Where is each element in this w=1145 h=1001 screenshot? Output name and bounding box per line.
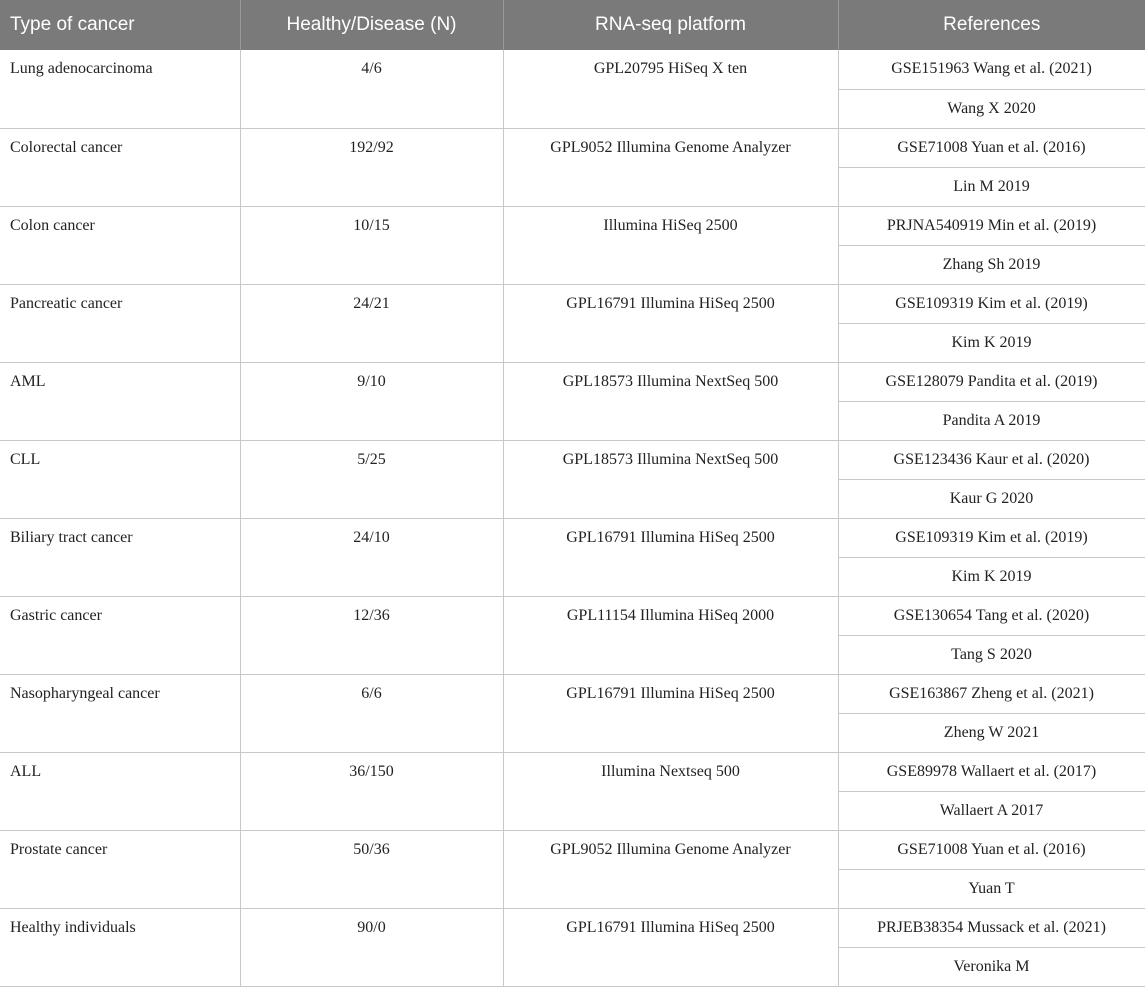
cell-cancer-type: AML	[0, 362, 240, 440]
cell-healthy-disease-count: 9/10	[240, 362, 503, 440]
cell-reference-short: Pandita A 2019	[838, 401, 1145, 440]
cell-reference-short: Zhang Sh 2019	[838, 245, 1145, 284]
cell-reference-short: Lin M 2019	[838, 167, 1145, 206]
cell-reference-dataset: GSE128079 Pandita et al. (2019)	[838, 362, 1145, 401]
table-row	[0, 908, 1145, 947]
cell-cancer-type: Healthy individuals	[0, 908, 240, 986]
cell-cancer-type: Colon cancer	[0, 206, 240, 284]
cell-rna-seq-platform: Illumina HiSeq 2500	[503, 206, 838, 284]
cell-cancer-type: Biliary tract cancer	[0, 518, 240, 596]
cell-healthy-disease-count: 24/21	[240, 284, 503, 362]
cell-healthy-disease-count: 6/6	[240, 674, 503, 752]
cell-cancer-type: Nasopharyngeal cancer	[0, 674, 240, 752]
cell-healthy-disease-count: 12/36	[240, 596, 503, 674]
header-rna-seq-platform: RNA-seq platform	[503, 0, 838, 50]
cell-cancer-type: CLL	[0, 440, 240, 518]
cell-reference-dataset: GSE123436 Kaur et al. (2020)	[838, 440, 1145, 479]
cell-reference-dataset: GSE109319 Kim et al. (2019)	[838, 284, 1145, 323]
cell-cancer-type: Prostate cancer	[0, 830, 240, 908]
cell-healthy-disease-count: 192/92	[240, 128, 503, 206]
cell-rna-seq-platform: GPL9052 Illumina Genome Analyzer	[503, 830, 838, 908]
cell-rna-seq-platform: GPL16791 Illumina HiSeq 2500	[503, 284, 838, 362]
cell-cancer-type: Pancreatic cancer	[0, 284, 240, 362]
cell-cancer-type: ALL	[0, 752, 240, 830]
cell-reference-short: Zheng W 2021	[838, 713, 1145, 752]
cell-rna-seq-platform: GPL20795 HiSeq X ten	[503, 50, 838, 128]
cell-reference-dataset: PRJEB38354 Mussack et al. (2021)	[838, 908, 1145, 947]
table-row	[0, 830, 1145, 869]
header-type-of-cancer: Type of cancer	[0, 0, 240, 50]
cell-healthy-disease-count: 4/6	[240, 50, 503, 128]
cell-reference-short: Wallaert A 2017	[838, 791, 1145, 830]
cell-reference-short: Wang X 2020	[838, 89, 1145, 128]
header-references: References	[838, 0, 1145, 50]
cell-rna-seq-platform: GPL18573 Illumina NextSeq 500	[503, 362, 838, 440]
table-row	[0, 362, 1145, 401]
header-healthy-disease: Healthy/Disease (N)	[240, 0, 503, 50]
table-row	[0, 440, 1145, 479]
cell-reference-dataset: GSE163867 Zheng et al. (2021)	[838, 674, 1145, 713]
cell-reference-dataset: GSE151963 Wang et al. (2021)	[838, 50, 1145, 89]
cell-rna-seq-platform: GPL16791 Illumina HiSeq 2500	[503, 674, 838, 752]
cell-reference-dataset: GSE130654 Tang et al. (2020)	[838, 596, 1145, 635]
cell-healthy-disease-count: 24/10	[240, 518, 503, 596]
cell-reference-short: Kim K 2019	[838, 323, 1145, 362]
cell-reference-dataset: GSE71008 Yuan et al. (2016)	[838, 830, 1145, 869]
cell-reference-dataset: GSE109319 Kim et al. (2019)	[838, 518, 1145, 557]
cell-healthy-disease-count: 5/25	[240, 440, 503, 518]
table-row	[0, 284, 1145, 323]
cell-reference-short: Kaur G 2020	[838, 479, 1145, 518]
cell-reference-short: Tang S 2020	[838, 635, 1145, 674]
cell-reference-dataset: GSE71008 Yuan et al. (2016)	[838, 128, 1145, 167]
cell-cancer-type: Colorectal cancer	[0, 128, 240, 206]
cell-reference-short: Yuan T	[838, 869, 1145, 908]
cell-rna-seq-platform: GPL18573 Illumina NextSeq 500	[503, 440, 838, 518]
cell-reference-dataset: PRJNA540919 Min et al. (2019)	[838, 206, 1145, 245]
cell-healthy-disease-count: 90/0	[240, 908, 503, 986]
cell-rna-seq-platform: GPL16791 Illumina HiSeq 2500	[503, 908, 838, 986]
table-row	[0, 128, 1145, 167]
cell-healthy-disease-count: 36/150	[240, 752, 503, 830]
cell-reference-short: Kim K 2019	[838, 557, 1145, 596]
table-row	[0, 752, 1145, 791]
cell-reference-short: Veronika M	[838, 947, 1145, 986]
cell-rna-seq-platform: GPL11154 Illumina HiSeq 2000	[503, 596, 838, 674]
cell-reference-dataset: GSE89978 Wallaert et al. (2017)	[838, 752, 1145, 791]
table-row	[0, 206, 1145, 245]
table-row	[0, 50, 1145, 89]
cell-healthy-disease-count: 50/36	[240, 830, 503, 908]
cell-rna-seq-platform: Illumina Nextseq 500	[503, 752, 838, 830]
table-header	[0, 0, 1145, 50]
table-row	[0, 518, 1145, 557]
cell-cancer-type: Lung adenocarcinoma	[0, 50, 240, 128]
table-row	[0, 674, 1145, 713]
cell-cancer-type: Gastric cancer	[0, 596, 240, 674]
cell-rna-seq-platform: GPL9052 Illumina Genome Analyzer	[503, 128, 838, 206]
table-row	[0, 596, 1145, 635]
cell-healthy-disease-count: 10/15	[240, 206, 503, 284]
header-row	[0, 0, 1145, 50]
table-body	[0, 50, 1145, 986]
cell-rna-seq-platform: GPL16791 Illumina HiSeq 2500	[503, 518, 838, 596]
